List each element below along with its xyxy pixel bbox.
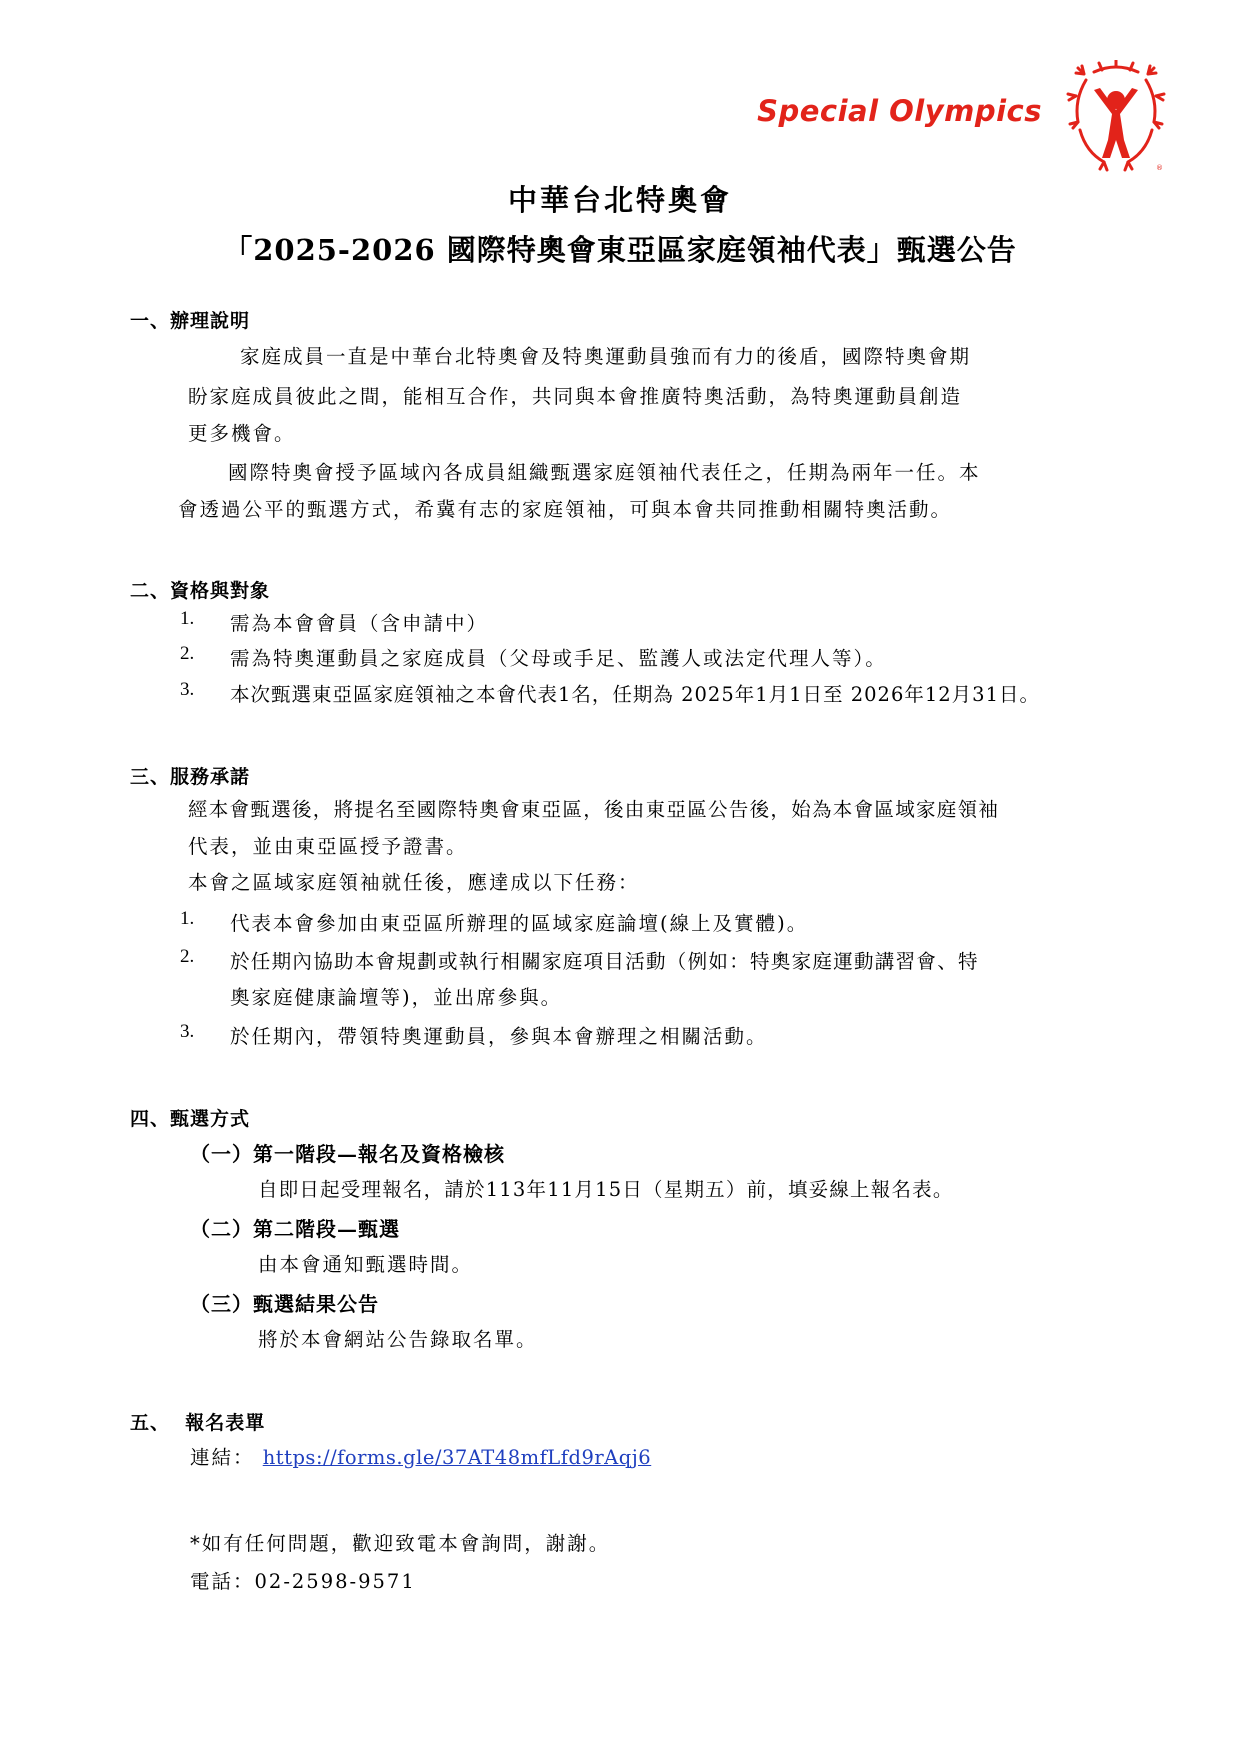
contact-phone: 電話：02-2598-9571 (190, 1570, 416, 1593)
list-number: 3. (180, 679, 195, 700)
paragraph-line: 家庭成員一直是中華台北特奧會及特奧運動員強而有力的後盾，國際特奧會期 (240, 345, 972, 368)
list-number: 2. (180, 643, 195, 664)
special-olympics-logo (757, 58, 1168, 173)
stage-description: 由本會通知甄選時間。 (258, 1253, 474, 1276)
list-number: 1. (180, 908, 195, 929)
list-item: 於任期內，帶領特奧運動員，參與本會辦理之相關活動。 (230, 1025, 768, 1048)
stage-label: （二）第二階段—甄選 (190, 1217, 400, 1241)
svg-text:®: ® (1156, 163, 1163, 172)
list-item: 代表本會參加由東亞區所辦理的區域家庭論壇(線上及實體)。 (230, 912, 809, 935)
list-number: 1. (180, 608, 195, 629)
paragraph-line: 經本會甄選後，將提名至國際特奧會東亞區，後由東亞區公告後，始為本會區域家庭領袖 (188, 798, 1000, 821)
list-item-continuation: 奧家庭健康論壇等)，並出席參與。 (230, 986, 563, 1009)
paragraph-line: 會透過公平的甄選方式，希冀有志的家庭領袖，可與本會共同推動相關特奧活動。 (178, 498, 953, 521)
section-heading-1: 一、辦理說明 (130, 310, 251, 332)
paragraph-line: 代表，並由東亞區授予證書。 (188, 835, 468, 858)
registration-link-row (190, 1442, 651, 1470)
list-item: 需為特奧運動員之家庭成員（父母或手足、監護人或法定代理人等）。 (230, 647, 887, 670)
list-number: 3. (180, 1021, 195, 1042)
list-number: 2. (180, 946, 195, 967)
section-heading-5: 五、 報名表單 (130, 1412, 266, 1434)
special-olympics-emblem-icon (1064, 60, 1168, 172)
link-label: 連結： (190, 1446, 255, 1469)
paragraph-line: 更多機會。 (188, 422, 296, 445)
registration-form-link[interactable]: https://forms.gle/37AT48mfLfd9rAqj6 (262, 1446, 652, 1469)
section-heading-3: 三、服務承諾 (130, 766, 251, 788)
paragraph-line: 盼家庭成員彼此之間，能相互合作，共同與本會推廣特奧活動，為特奧運動員創造 (188, 385, 963, 408)
contact-note: *如有任何問題，歡迎致電本會詢問，謝謝。 (190, 1532, 611, 1555)
list-item: 本次甄選東亞區家庭領袖之本會代表1名，任期為 2025年1月1日至 2026年12月31日。 (230, 683, 1040, 706)
paragraph-line: 本會之區域家庭領袖就任後，應達成以下任務： (188, 871, 640, 894)
logo-wordmark: Special Olympics (757, 93, 1042, 128)
page-title: 中華台北特奧會 (507, 183, 732, 217)
stage-description: 自即日起受理報名，請於113年11月15日（星期五）前，填妥線上報名表。 (258, 1178, 954, 1201)
list-item: 於任期內協助本會規劃或執行相關家庭項目活動（例如：特奧家庭運動講習會、特 (230, 950, 979, 973)
stage-label: （三）甄選結果公告 (190, 1292, 379, 1316)
stage-label: （一）第一階段—報名及資格檢核 (190, 1142, 505, 1166)
paragraph-line: 國際特奧會授予區域內各成員組織甄選家庭領袖代表任之，任期為兩年一任。本 (228, 461, 981, 484)
stage-description: 將於本會網站公告錄取名單。 (258, 1328, 538, 1351)
section-heading-4: 四、甄選方式 (130, 1108, 251, 1130)
section-heading-2: 二、資格與對象 (130, 580, 271, 602)
page-subtitle: 「2025-2026 國際特奧會東亞區家庭領袖代表」甄選公告 (223, 233, 1017, 267)
list-item: 需為本會會員（含申請中） (230, 612, 489, 635)
